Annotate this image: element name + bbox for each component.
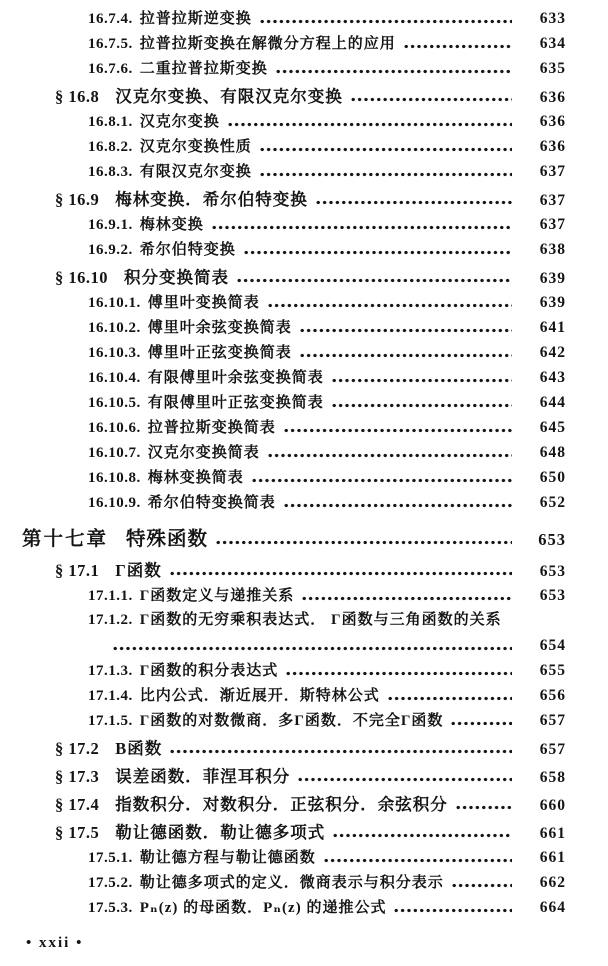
page-number: 636 (539, 113, 566, 130)
page-number: 656 (539, 687, 566, 704)
leader-dots (286, 671, 512, 676)
toc-entry (0, 159, 608, 184)
entry-title: 汉克尔变换 (139, 114, 220, 130)
page-number: 641 (539, 319, 566, 336)
entry-label: 17.5.3. (88, 900, 133, 916)
toc-entry (0, 658, 608, 683)
toc-entry (0, 6, 608, 31)
entry-title: 梅林变换 (139, 217, 204, 233)
entry-title: Γ函数的对数微商．多Γ函数．不完全Γ函数 (139, 713, 444, 729)
toc-entry (0, 490, 608, 515)
entry-label: 16.8.3. (88, 164, 133, 180)
entry-label: 16.9.1. (88, 217, 133, 233)
page-number: 642 (539, 344, 566, 361)
toc-entry (0, 84, 608, 109)
entry-title: 傅里叶变换简表 (147, 295, 260, 311)
page-number: 639 (539, 294, 566, 311)
toc-entry (0, 845, 608, 870)
leader-dots (316, 200, 512, 205)
toc-entry (0, 820, 608, 845)
leader-dots (284, 503, 512, 508)
leader-dots (388, 696, 512, 701)
page-number: 658 (539, 769, 566, 786)
leader-dots (268, 453, 512, 458)
page-number: 645 (539, 419, 566, 436)
toc-entry (0, 524, 608, 555)
entry-label: 16.10.5. (88, 395, 141, 411)
entry-title: Pₙ(z) 的母函数．Pₙ(z) 的递推公式 (139, 900, 387, 916)
page-number: 661 (539, 825, 566, 842)
entry-label: § 17.3 (55, 767, 100, 786)
toc-entry-continuation (0, 633, 608, 658)
page-number: 648 (539, 444, 566, 461)
page-number: 644 (539, 394, 566, 411)
entry-label: 16.7.5. (88, 36, 133, 52)
entry-title: 傅里叶正弦变换简表 (147, 345, 292, 361)
leader-dots (451, 721, 512, 726)
leader-dots (228, 122, 512, 127)
entry-label: 16.10.8. (88, 470, 141, 486)
page-number: 634 (539, 35, 566, 52)
entry-title: 误差函数．菲涅耳积分 (115, 767, 291, 786)
page-number: 657 (539, 741, 566, 758)
entry-title: B函数 (115, 739, 163, 758)
entry-label: 16.10.9. (88, 495, 141, 511)
toc-entry (0, 134, 608, 159)
page-number: 639 (539, 270, 566, 287)
leader-dots (351, 97, 512, 102)
leader-dots (237, 278, 512, 283)
page-number: 655 (539, 662, 566, 679)
toc-entry (0, 683, 608, 708)
entry-label: § 17.1 (55, 561, 100, 580)
leader-dots (456, 805, 512, 810)
toc-entry (0, 212, 608, 237)
toc-entry (0, 870, 608, 895)
page-number: 653 (539, 563, 566, 580)
leader-dots (276, 69, 512, 74)
toc-entry (0, 290, 608, 315)
toc-entry (0, 187, 608, 212)
page-number: 653 (539, 587, 566, 604)
page-number: 661 (539, 849, 566, 866)
entry-label: 16.10.4. (88, 370, 141, 386)
entry-title: Γ函数定义与递推关系 (139, 588, 295, 604)
entry-title: 汉克尔变换性质 (139, 139, 252, 155)
entry-title: 有限傅里叶余弦变换简表 (147, 370, 324, 386)
leader-dots (170, 571, 512, 576)
page-number: 660 (539, 797, 566, 814)
entry-title: 有限傅里叶正弦变换简表 (147, 395, 324, 411)
entry-label: 16.8.2. (88, 139, 133, 155)
entry-title: 梅林变换．希尔伯特变换 (115, 190, 308, 209)
toc-entry (0, 56, 608, 81)
entry-title: 勒让德函数．勒让德多项式 (115, 823, 326, 842)
page-footer: • xxii • (26, 935, 84, 951)
page-number: 653 (538, 530, 566, 549)
entry-label: § 17.5 (55, 823, 100, 842)
toc-entry (0, 792, 608, 817)
entry-title: 勒让德方程与勒让德函数 (139, 850, 316, 866)
entry-label: § 16.9 (55, 190, 100, 209)
leader-dots (333, 833, 512, 838)
entry-label: 16.9.2. (88, 242, 133, 258)
page-number: 637 (539, 163, 566, 180)
page-number: 637 (539, 216, 566, 233)
page-number: 643 (539, 369, 566, 386)
leader-dots (332, 378, 512, 383)
entry-title: 拉普拉斯变换在解微分方程上的应用 (139, 36, 396, 52)
toc-entry (0, 708, 608, 733)
page-number: 637 (539, 192, 566, 209)
toc-entry (0, 365, 608, 390)
toc-entry (0, 415, 608, 440)
entry-label: 16.7.4. (88, 11, 133, 27)
entry-label: 17.1.1. (88, 588, 133, 604)
leader-dots (244, 250, 512, 255)
entry-title: Γ函数 (115, 561, 162, 580)
toc-entry (0, 109, 608, 134)
entry-title: 特殊函数 (126, 529, 209, 550)
entry-title: 汉克尔变换简表 (147, 445, 260, 461)
leader-dots (324, 858, 512, 863)
toc-entry (0, 465, 608, 490)
entry-title: Γ函数的无穷乘积表达式． Γ函数与三角函数的关系 (139, 612, 502, 628)
leader-dots (394, 908, 512, 913)
toc-entry (0, 237, 608, 262)
leader-dots (113, 646, 512, 651)
toc-entry (0, 265, 608, 290)
entry-label: 16.10.6. (88, 420, 141, 436)
toc-entry (0, 895, 608, 920)
entry-label: § 17.4 (55, 795, 100, 814)
leader-dots (260, 172, 512, 177)
page-number: 636 (539, 89, 566, 106)
leader-dots (332, 403, 512, 408)
entry-title: 拉普拉斯变换简表 (147, 420, 276, 436)
entry-label: 16.10.7. (88, 445, 141, 461)
entry-title: 勒让德多项式的定义．微商表示与积分表示 (139, 875, 444, 891)
entry-title: 希尔伯特变换简表 (147, 495, 276, 511)
entry-label: 16.10.1. (88, 295, 141, 311)
page-number: 638 (539, 241, 566, 258)
entry-title: 汉克尔变换、有限汉克尔变换 (115, 87, 343, 106)
toc-entry (0, 440, 608, 465)
entry-title: 积分变换简表 (124, 268, 229, 287)
page-number: 654 (539, 637, 566, 654)
entry-title: 指数积分．对数积分．正弦积分．余弦积分 (115, 795, 448, 814)
leader-dots (268, 303, 512, 308)
toc-entry (0, 31, 608, 56)
leader-dots (300, 328, 512, 333)
page-number: 657 (539, 712, 566, 729)
toc-entry (0, 315, 608, 340)
page-number: 635 (539, 60, 566, 77)
toc-entry (0, 558, 608, 583)
entry-label: 17.1.3. (88, 663, 133, 679)
page-number: 662 (539, 874, 566, 891)
entry-label: 16.10.3. (88, 345, 141, 361)
entry-label: 17.5.2. (88, 875, 133, 891)
entry-label: § 17.2 (55, 739, 100, 758)
leader-dots (216, 540, 512, 545)
page-number: 664 (539, 899, 566, 916)
leader-dots (284, 428, 512, 433)
entry-label: 16.7.6. (88, 61, 133, 77)
entry-title: 希尔伯特变换 (139, 242, 236, 258)
leader-dots (252, 478, 512, 483)
entry-title: 拉普拉斯逆变换 (139, 11, 252, 27)
leader-dots (452, 883, 512, 888)
entry-label: 17.1.5. (88, 713, 133, 729)
entry-label: § 16.10 (55, 268, 108, 287)
entry-label: 17.1.4. (88, 688, 133, 704)
toc-list (0, 6, 608, 920)
toc-entry (0, 340, 608, 365)
page-number: 652 (539, 494, 566, 511)
leader-dots (260, 147, 512, 152)
entry-label: 16.8.1. (88, 114, 133, 130)
entry-label: 第十七章 (22, 529, 109, 550)
entry-label: § 16.8 (55, 87, 100, 106)
entry-title: Γ函数的积分表达式 (139, 663, 279, 679)
toc-entry (0, 390, 608, 415)
leader-dots (212, 225, 512, 230)
page-number: 633 (539, 10, 566, 27)
entry-title: 比内公式．渐近展开．斯特林公式 (139, 688, 380, 704)
toc-entry (0, 764, 608, 789)
page-number: 650 (539, 469, 566, 486)
leader-dots (302, 596, 512, 601)
leader-dots (298, 777, 512, 782)
toc-entry (0, 583, 608, 608)
leader-dots (300, 353, 512, 358)
toc-entry (0, 608, 608, 633)
entry-title: 二重拉普拉斯变换 (139, 61, 268, 77)
entry-label: 16.10.2. (88, 320, 141, 336)
entry-label: 17.5.1. (88, 850, 133, 866)
entry-title: 梅林变换简表 (147, 470, 244, 486)
page-number: 636 (539, 138, 566, 155)
toc-entry (0, 736, 608, 761)
leader-dots (404, 44, 512, 49)
entry-label: 17.1.2. (88, 612, 133, 628)
entry-title: 有限汉克尔变换 (139, 164, 252, 180)
leader-dots (260, 19, 512, 24)
leader-dots (170, 749, 512, 754)
entry-title: 傅里叶余弦变换简表 (147, 320, 292, 336)
